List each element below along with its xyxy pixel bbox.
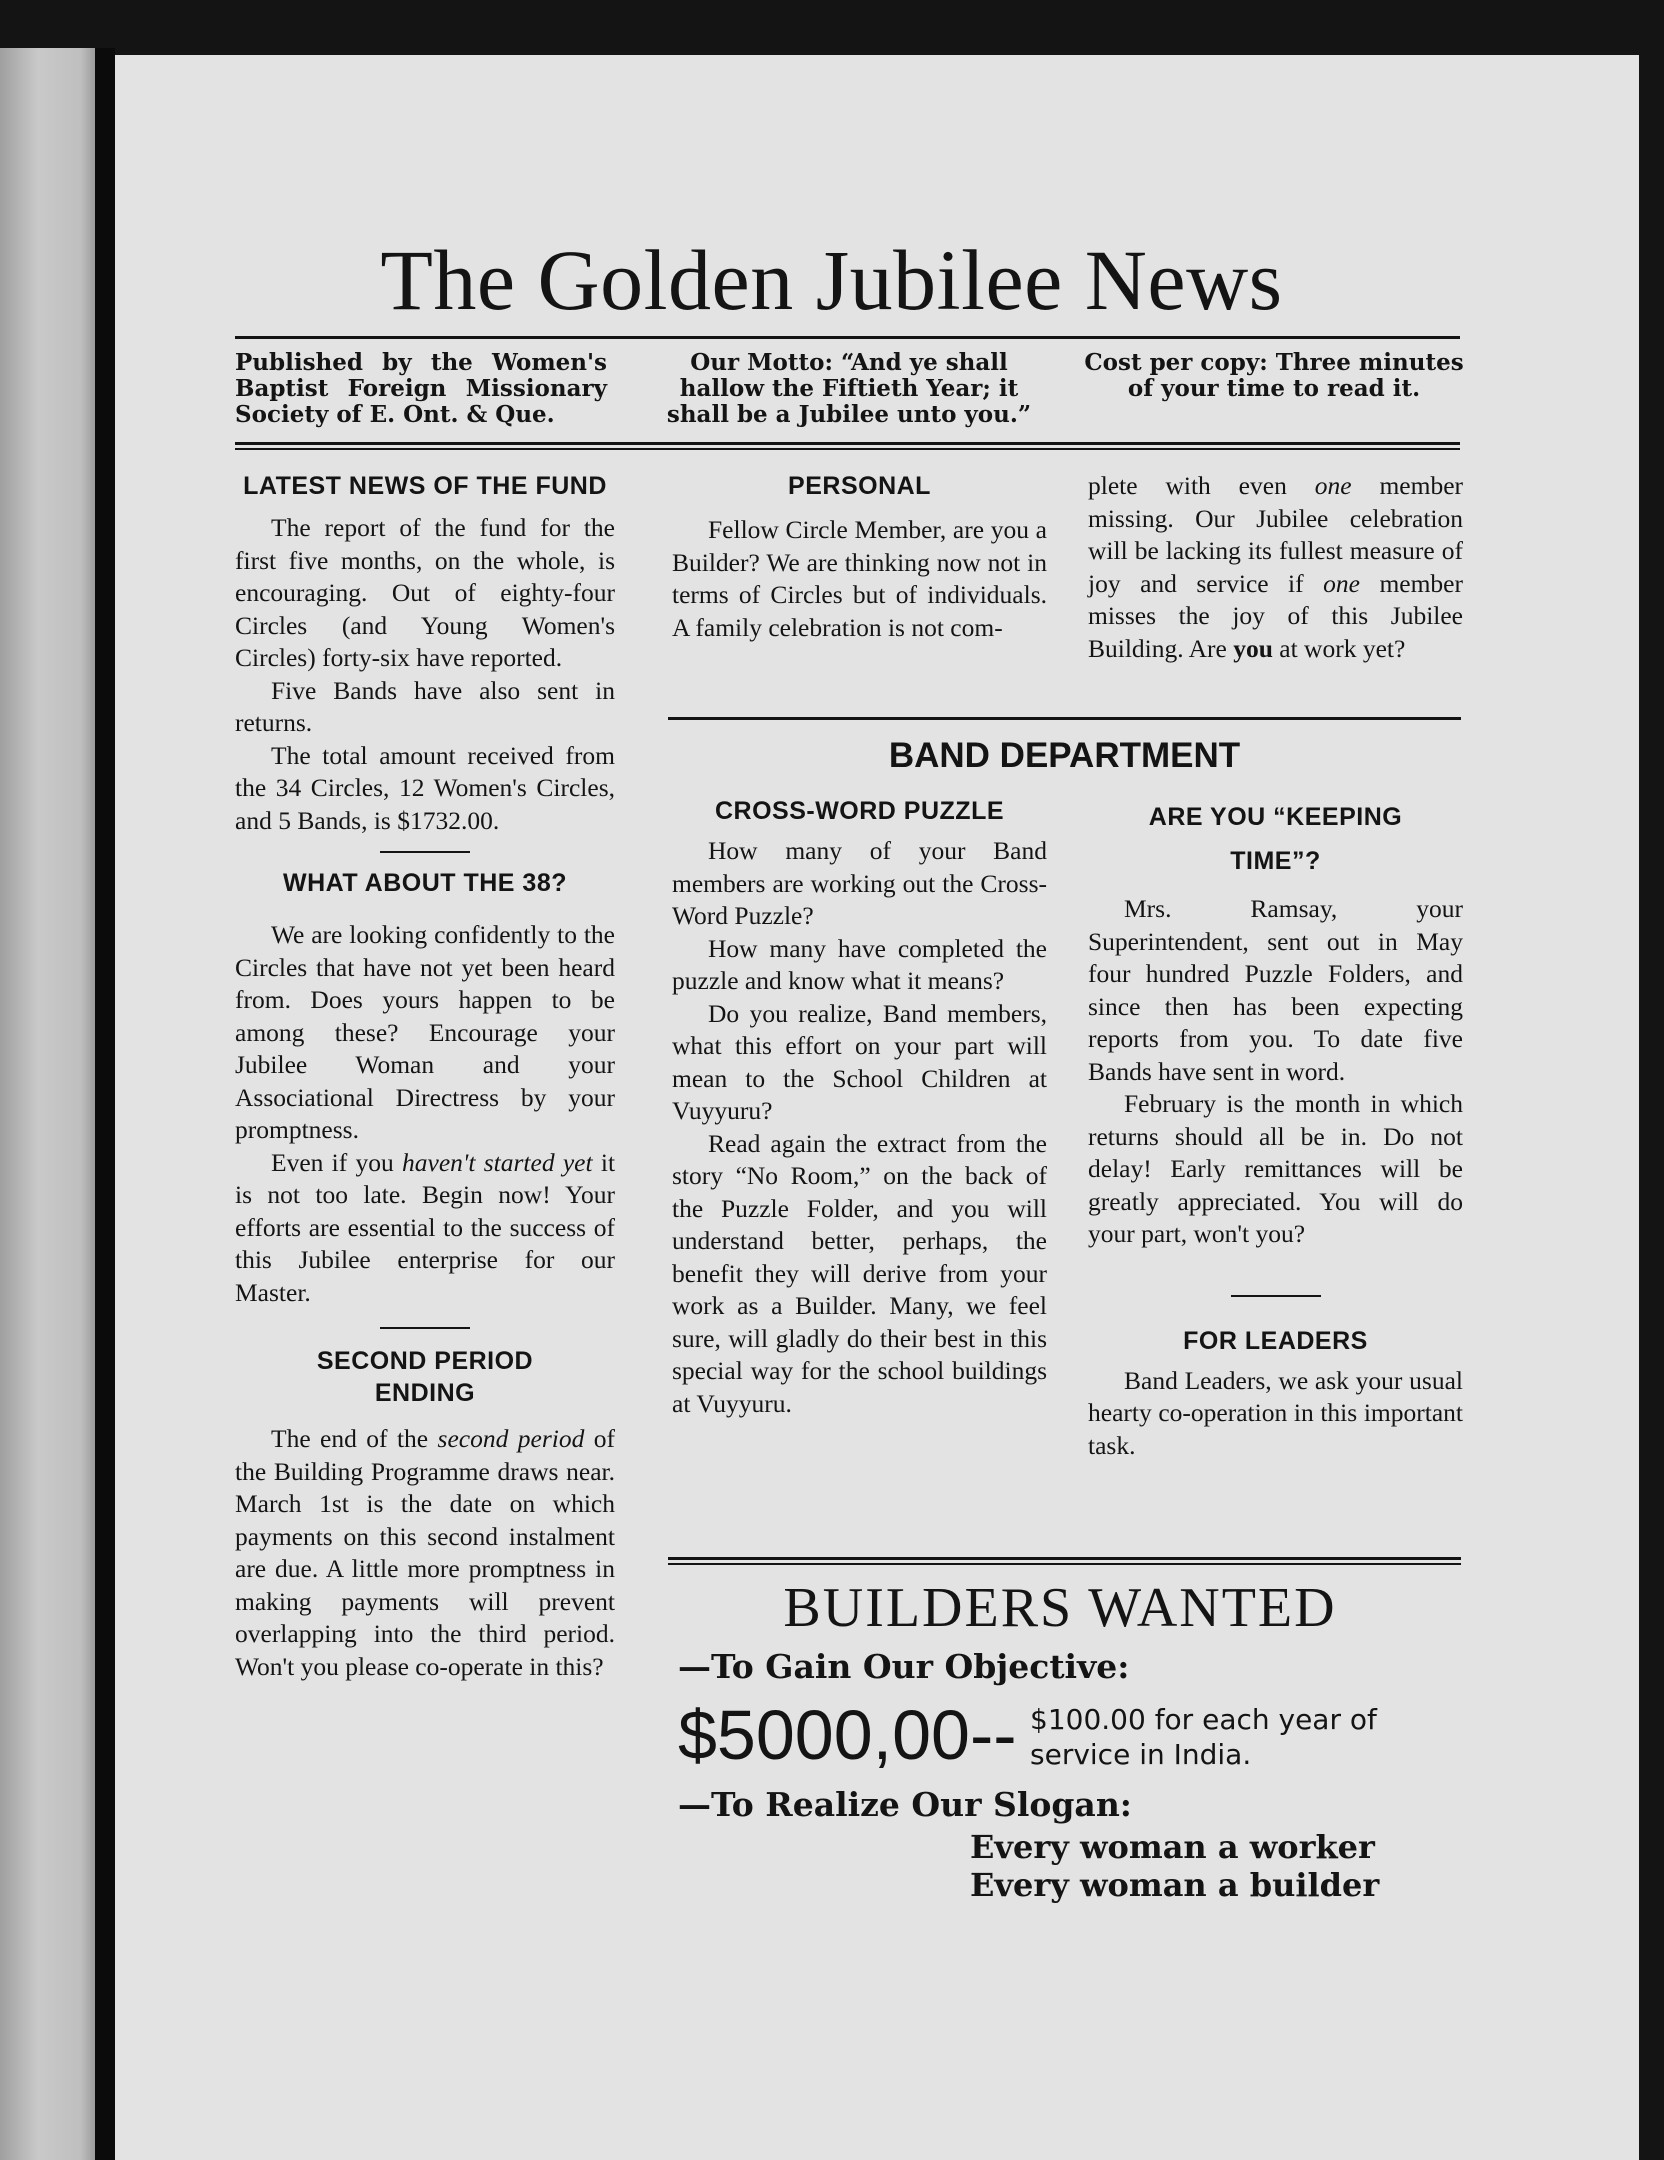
keeping-time-column xyxy=(1088,795,1463,1462)
what-about-paragraph: Even if you haven't started yet it is not too late. Begin now! Your efforts are essential to the success of this Jubilee enterprise for our Master. xyxy=(235,1147,616,1307)
what-about-paragraph: We are looking confidently to the Circles that have not yet been heard from. Does yours happen to be among these? Encourage your Jubilee Woman and your Associational Directress by your promptness. xyxy=(235,920,615,1144)
keeping-time-paragraph: Mrs. Ramsay, your Superintendent, sent out in May four hundred Puzzle Folders, and since then has been expecting reports from you. To date five Bands have sent in word. xyxy=(1088,894,1463,1086)
crossword-paragraph: How many have completed the puzzle and know what it means? xyxy=(672,933,1047,995)
for-leaders-paragraph: Band Leaders, we ask your usual hearty co-operation in this important task. xyxy=(1088,1365,1463,1460)
section-divider xyxy=(380,1327,470,1329)
objective-amount: $5000,00-- xyxy=(678,1696,1017,1774)
slogan-label: —To Realize Our Slogan: xyxy=(678,1785,1132,1824)
motto-note: Our Motto: “And ye shall hallow the Fiftieth Year; it shall be a Jubilee unto you.” xyxy=(666,349,1032,428)
keeping-time-paragraph: February is the month in which returns should all be in. Do not delay! Early remittances will be greatly appreciated. You will do your part, won't you? xyxy=(1088,1089,1463,1248)
objective-amount-row xyxy=(678,1690,1460,1782)
builders-wanted-block xyxy=(660,1572,1460,1904)
keeping-time-heading: ARE YOU “KEEPING TIME”? xyxy=(1148,803,1403,875)
objective-label: —To Gain Our Objective: xyxy=(678,1647,1130,1686)
left-column xyxy=(235,470,615,1683)
personal-paragraph-continued: plete with even one member missing. Our Jubilee celebration will be lacking its fullest measure of joy and service if one member misses the joy of this Jubilee Building. Are you at work yet? xyxy=(1088,471,1464,663)
adjacent-page-edge xyxy=(0,48,95,2160)
builders-wanted-title: BUILDERS WANTED xyxy=(783,1577,1337,1639)
what-about-heading: WHAT ABOUT THE 38? xyxy=(283,869,567,897)
crossword-paragraph: How many of your Band members are working out the Cross-Word Puzzle? xyxy=(672,836,1047,930)
personal-paragraph: Fellow Circle Member, are you a Builder? We are thinking now not in terms of Circles but of individuals. A family celebration is not com- xyxy=(672,515,1047,642)
personal-heading: PERSONAL xyxy=(788,472,931,500)
crossword-heading: CROSS-WORD PUZZLE xyxy=(714,797,1005,825)
personal-center-column xyxy=(672,470,1047,644)
for-leaders-heading: FOR LEADERS xyxy=(1183,1326,1368,1355)
second-period-heading: SECOND PERIOD ENDING xyxy=(316,1347,534,1407)
band-department-heading: BAND DEPARTMENT xyxy=(888,736,1241,775)
info-rule-top xyxy=(235,442,1460,445)
objective-amount-note: $100.00 for each year of service in India. xyxy=(1030,1703,1377,1771)
crossword-paragraph: Do you realize, Band members, what this effort on your part will mean to the School Children at Vuyyuru? xyxy=(672,998,1047,1125)
masthead-title: The Golden Jubilee News xyxy=(380,232,1283,328)
latest-news-paragraph: The report of the fund for the first five months, on the whole, is encouraging. Out of eighty-four Circles (and Young Women's Circles) forty-six have reported. xyxy=(235,513,615,672)
masthead-rule xyxy=(235,336,1460,339)
slogan-line: Every woman a worker xyxy=(970,1828,1375,1866)
binding-gutter xyxy=(95,48,115,2160)
crossword-paragraph: Read again the extract from the story “No Room,” on the back of the Puzzle Folder, and you will understand better, perhaps, the benefit they will derive from your work as a Builder. Many, we feel sure, will gladly do their best in this special way for the school buildings at Vuyyuru. xyxy=(672,1128,1047,1418)
personal-right-column xyxy=(1088,470,1463,665)
publisher-note: Published by the Women's Baptist Foreign Missionary Society of E. Ont. & Que. xyxy=(235,349,607,428)
band-rule-top xyxy=(668,1557,1461,1560)
personal-rule xyxy=(668,717,1461,720)
info-rule-bottom xyxy=(235,448,1460,450)
crossword-column xyxy=(672,795,1047,1420)
latest-news-paragraph: Five Bands have also sent in returns. xyxy=(235,675,615,737)
slogan-line: Every woman a builder xyxy=(970,1866,1380,1904)
cost-note: Cost per copy: Three minutes of your time to read it. xyxy=(1084,349,1464,402)
latest-news-paragraph: The total amount received from the 34 Circles, 12 Women's Circles, and 5 Bands, is $1732.00. xyxy=(235,740,615,835)
second-period-paragraph: The end of the second period of the Building Programme draws near. March 1st is the date on which payments on this second instalment are due. A little more promptness in making payments will prevent overlapping into the third period. Won't you please co-operate in this? xyxy=(235,1424,616,1681)
section-divider xyxy=(1231,1295,1321,1297)
band-rule-bottom xyxy=(668,1563,1461,1565)
section-divider xyxy=(380,851,470,853)
latest-news-heading: LATEST NEWS OF THE FUND xyxy=(243,472,607,500)
